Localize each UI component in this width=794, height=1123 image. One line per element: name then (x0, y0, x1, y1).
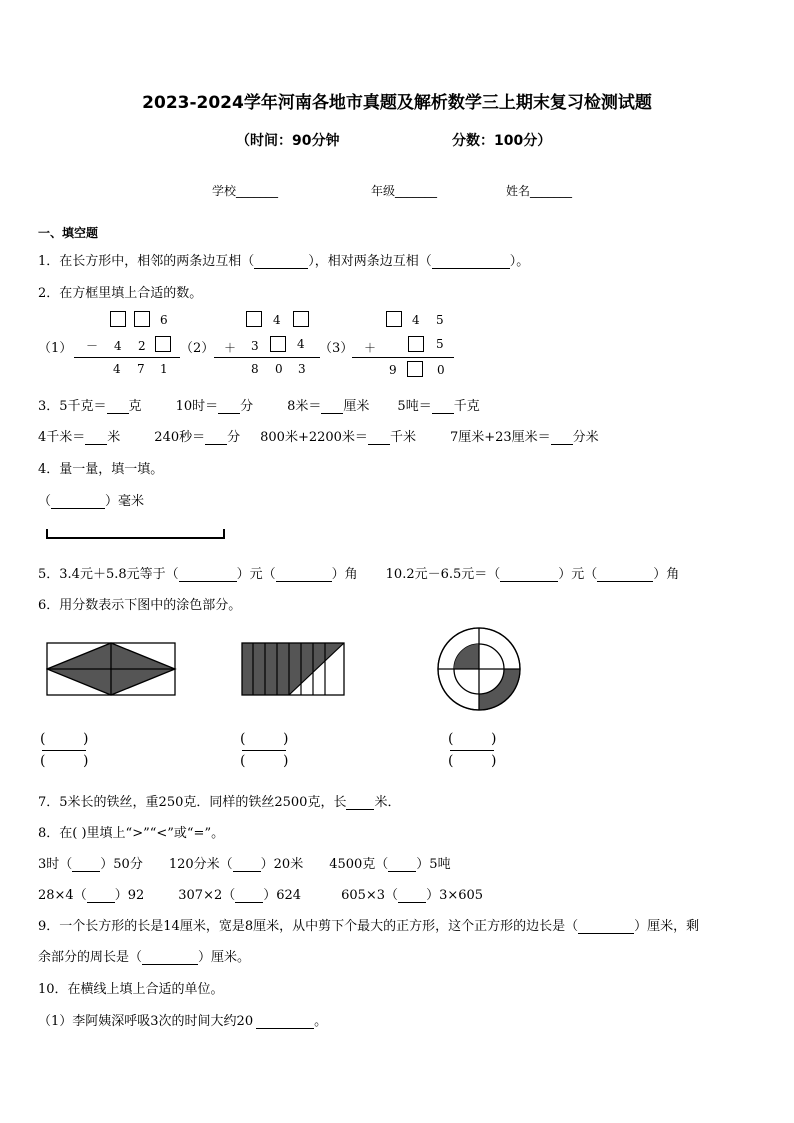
digit-box[interactable] (246, 311, 262, 327)
answer-blank[interactable] (432, 254, 510, 269)
answer-blank[interactable] (368, 430, 390, 445)
answer-blank[interactable] (578, 919, 634, 934)
answer-blank[interactable] (233, 857, 261, 872)
digit: 9 (389, 363, 397, 377)
problem-label: （1） (38, 341, 73, 356)
page-title: 2023-2024学年河南各地市真题及解析数学三上期末复习检测试题 (142, 93, 652, 113)
answer-blank[interactable] (432, 399, 454, 414)
digit-box[interactable] (134, 311, 150, 327)
digit: 4 (297, 337, 305, 351)
time-limit: （时间：90分钟 (236, 133, 340, 149)
digit: 2 (138, 339, 146, 353)
question-5: 5．3.4元＋5.8元等于（ ）元（ ）角 10.2元－6.5元＝（ ）元（ ）角 (38, 567, 680, 582)
answer-blank[interactable] (51, 494, 105, 509)
answer-blank[interactable] (500, 567, 558, 582)
answer-blank[interactable] (398, 888, 426, 903)
rhombus-figure (46, 642, 178, 698)
answer-blank[interactable] (107, 399, 129, 414)
digit: 7 (137, 362, 145, 376)
sum-rule (74, 357, 180, 358)
answer-blank[interactable] (235, 888, 263, 903)
answer-blank[interactable] (256, 1014, 314, 1029)
digit: 8 (251, 362, 259, 376)
problem-label: （2） (180, 341, 215, 356)
digit-box[interactable] (270, 336, 286, 352)
question-9-line-2: 余部分的周长是（ ）厘米。 (38, 950, 251, 965)
answer-blank[interactable] (276, 567, 332, 582)
answer-blank[interactable] (179, 567, 237, 582)
digit-box[interactable] (407, 361, 423, 377)
question-1: 1．在长方形中，相邻的两条边互相（ ），相对两条边互相（ ）。 (38, 254, 530, 269)
measure-answer: （ ）毫米 (38, 494, 145, 509)
question-6: 6．用分数表示下图中的涂色部分。 (38, 598, 242, 613)
digit: 5 (436, 337, 444, 351)
digit: 3 (298, 362, 306, 376)
digit: 3 (251, 339, 259, 353)
sum-rule (214, 357, 320, 358)
digit: 5 (436, 313, 444, 327)
question-8-row-1: 3时（ ）50分 120分米（ ）20米 4500克（ ）5吨 (38, 857, 451, 872)
name-field[interactable]: 姓名_______ (506, 184, 573, 198)
question-10-item-1: （1）李阿姨深呼吸3次的时间大约20 。 (38, 1014, 328, 1029)
digit: 0 (275, 362, 283, 376)
question-3-row-2: 4千米＝ 米 240秒＝ 分 800米+2200米＝ 千米 7厘米+23厘米＝ 分米 (38, 430, 599, 445)
digit-box[interactable] (110, 311, 126, 327)
answer-blank[interactable] (597, 567, 653, 582)
question-8-row-2: 28×4（ ）92 307×2（ ）624 605×3（ ）3×605 (38, 888, 484, 903)
answer-blank[interactable] (388, 857, 416, 872)
total-score: 分数：100分） (452, 133, 552, 149)
digit-box[interactable] (408, 336, 424, 352)
question-10: 10．在横线上填上合适的单位。 (38, 982, 224, 997)
digit: 1 (160, 362, 168, 376)
ring-circle-figure (436, 626, 522, 712)
question-8: 8．在( )里填上“>”“<”或“=”。 (38, 826, 225, 841)
answer-blank[interactable] (218, 399, 240, 414)
digit: 4 (273, 313, 281, 327)
plus-sign: ＋ (224, 341, 237, 355)
digit: 4 (412, 313, 420, 327)
answer-blank[interactable] (205, 430, 227, 445)
digit: 6 (160, 313, 168, 327)
question-7: 7．5米长的铁丝，重250克．同样的铁丝2500克，长 米． (38, 795, 401, 810)
sum-rule (352, 357, 454, 358)
answer-blank[interactable] (142, 950, 198, 965)
answer-blank[interactable] (72, 857, 100, 872)
answer-blank[interactable] (321, 399, 343, 414)
school-field[interactable]: 学校_______ (212, 184, 279, 198)
answer-blank[interactable] (551, 430, 573, 445)
minus-sign: － (86, 339, 99, 353)
answer-blank[interactable] (346, 795, 374, 810)
answer-blank[interactable] (85, 430, 107, 445)
grade-field[interactable]: 年级_______ (371, 184, 438, 198)
section-heading: 一、填空题 (38, 226, 99, 240)
question-2: 2．在方框里填上合适的数。 (38, 286, 203, 301)
question-9-line-1: 9．一个长方形的长是14厘米，宽是8厘米，从中剪下个最大的正方形，这个正方形的边长是（ ）厘米，剩 (38, 919, 700, 934)
question-3-row-1: 3．5千克＝ 克 10时＝ 分 8米＝ 厘米 5吨＝ 千克 (38, 399, 480, 414)
digit: 4 (114, 339, 122, 353)
digit: 4 (113, 362, 121, 376)
answer-blank[interactable] (254, 254, 308, 269)
digit-box[interactable] (155, 336, 171, 352)
problem-label: （3） (319, 341, 354, 356)
digit-box[interactable] (386, 311, 402, 327)
digit-box[interactable] (293, 311, 309, 327)
striped-rectangle-figure (241, 642, 347, 698)
digit: 0 (437, 363, 445, 377)
question-4: 4．量一量，填一填。 (38, 462, 164, 477)
line-segment (44, 527, 228, 541)
plus-sign: ＋ (364, 341, 377, 355)
answer-blank[interactable] (87, 888, 115, 903)
